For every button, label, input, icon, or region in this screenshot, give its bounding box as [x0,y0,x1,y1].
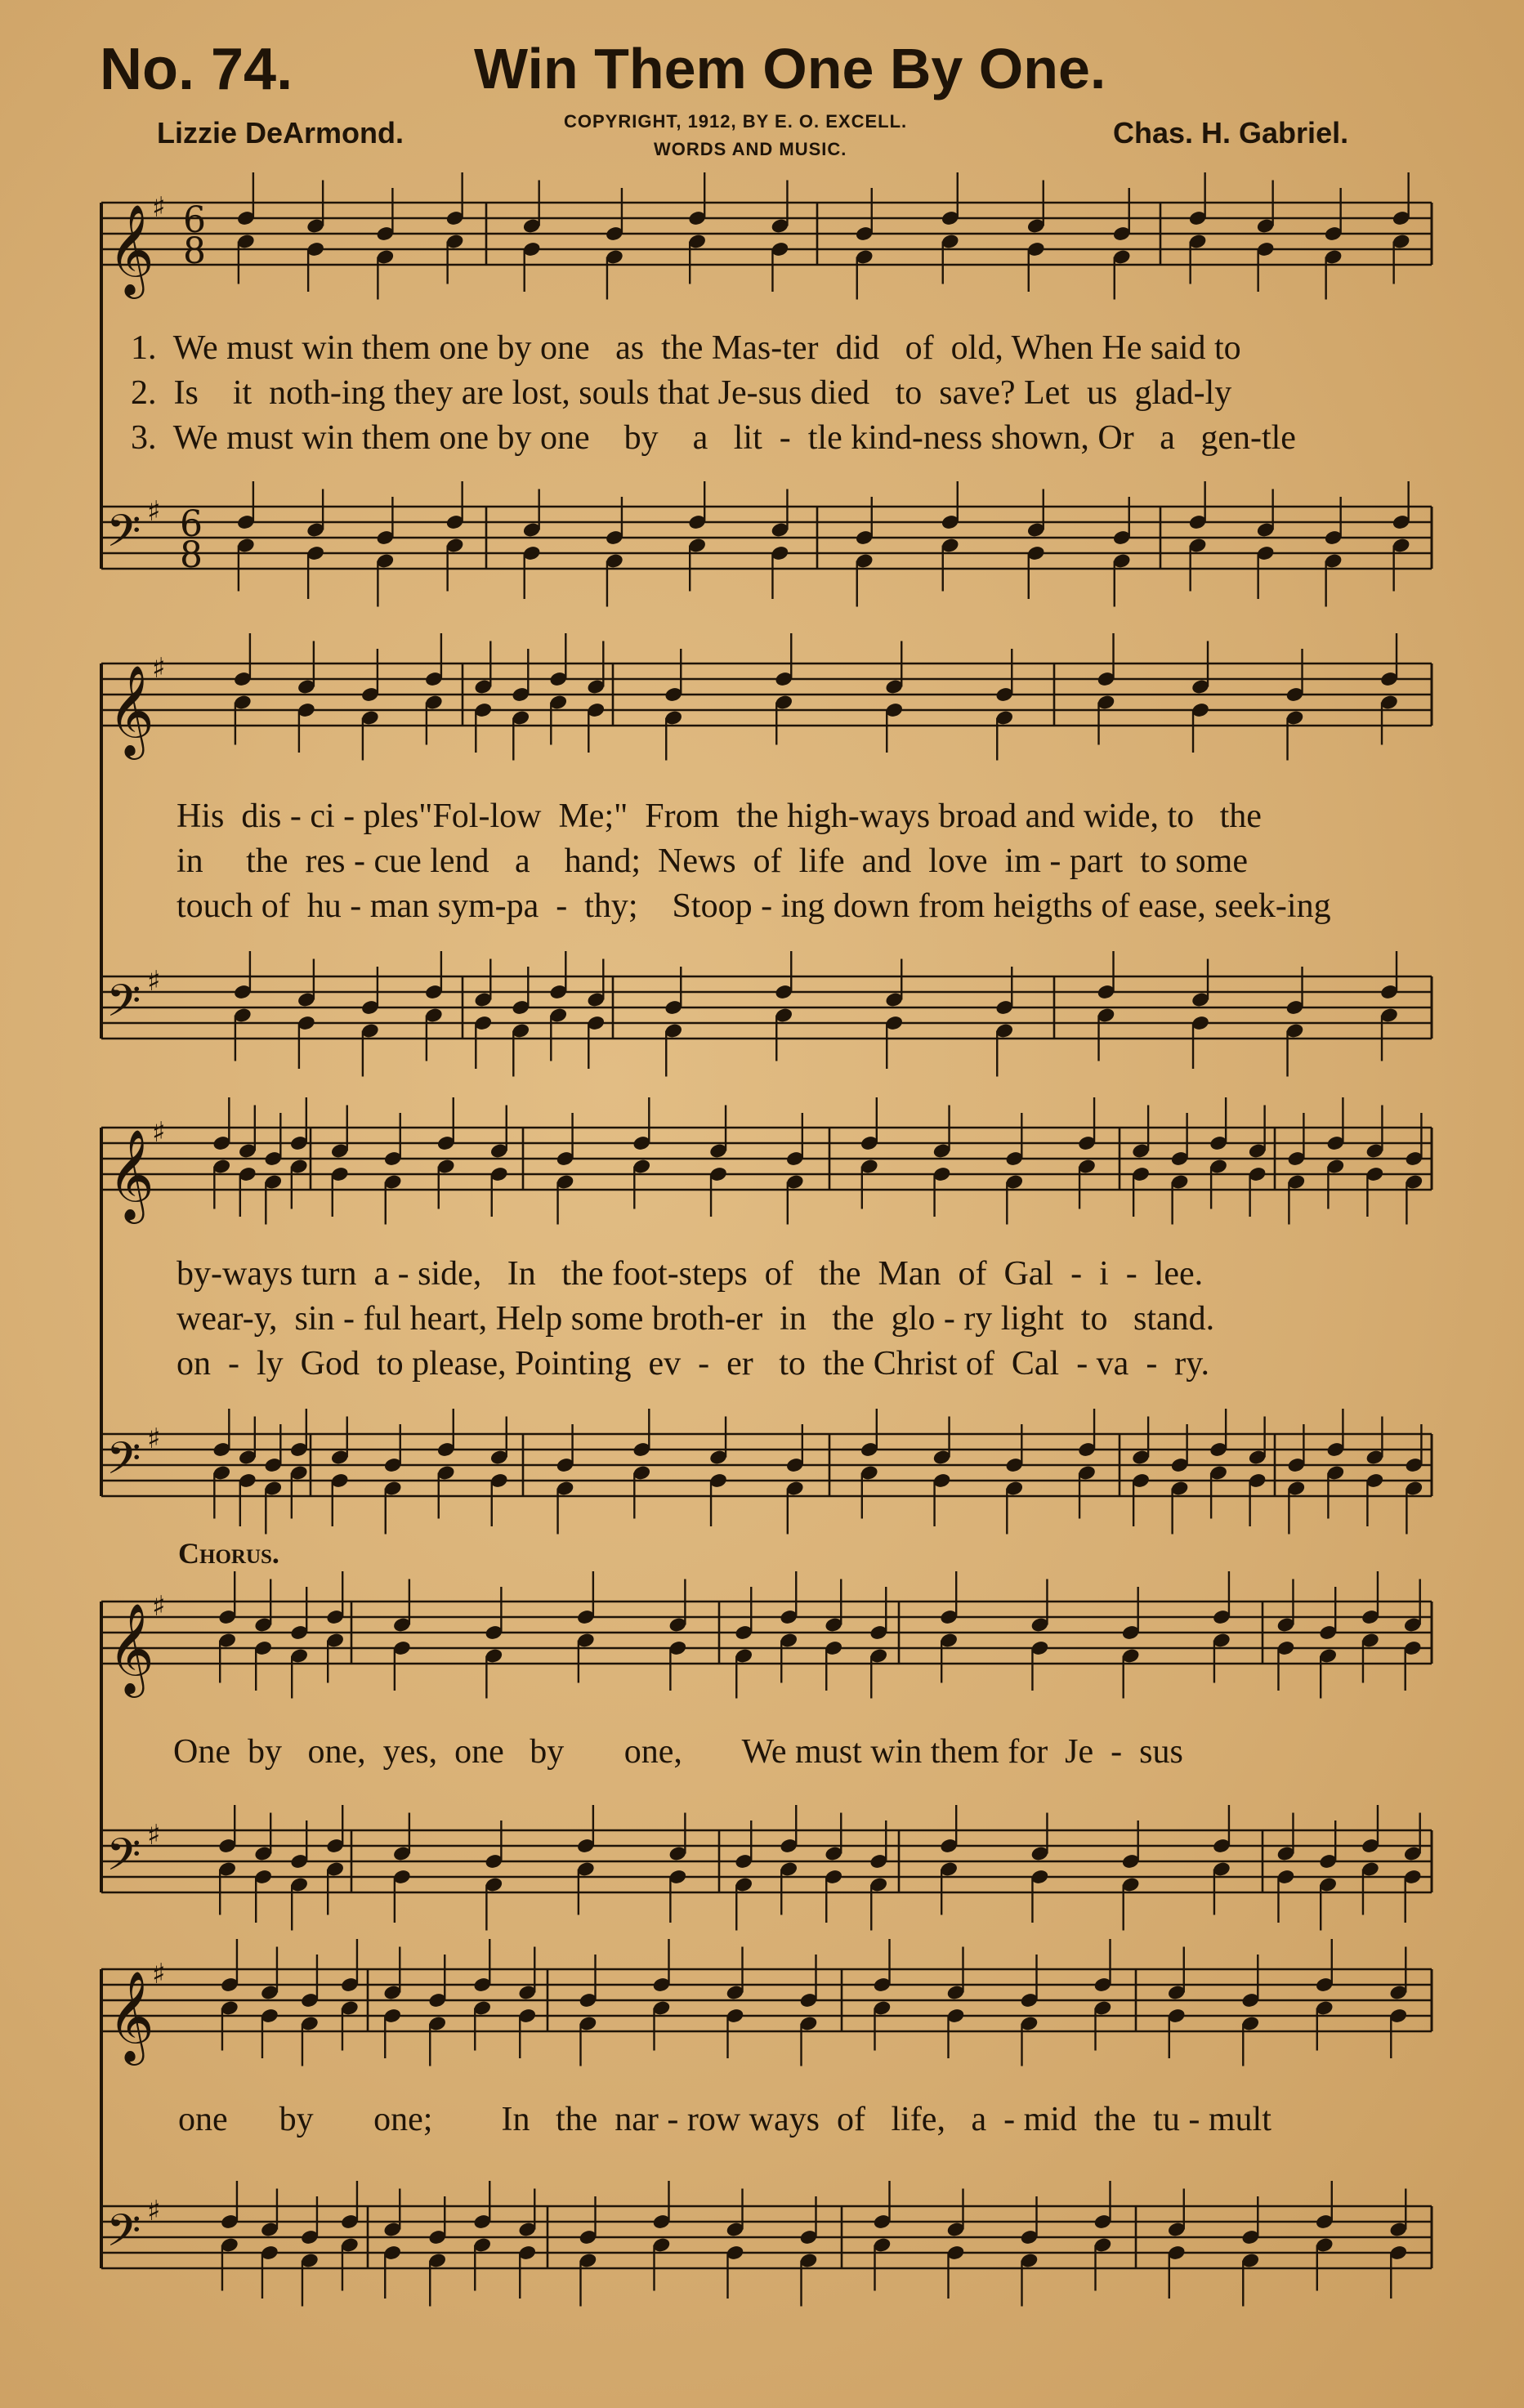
lyric-line: One by one, yes, one by one, We must win them for Je - sus [173,1733,1183,1771]
bass-clef-icon: 𝄢 [106,505,141,568]
time-signature-bottom: 8 [183,230,206,273]
lyric-line: 2. Is it noth-ing they are lost, souls that Je-sus died to save? Let us glad-ly [131,374,1232,412]
bass-clef-icon: 𝄢 [106,2205,141,2267]
key-signature-sharp-icon: ♯ [147,965,161,998]
chorus-label: Chorus. [178,1537,279,1570]
copyright-notice: COPYRIGHT, 1912, BY E. O. EXCELL. [564,111,908,132]
treble-clef-icon: 𝄞 [108,1970,154,2062]
time-signature-top: 6 [183,199,206,242]
rights-notice: WORDS AND MUSIC. [654,139,847,159]
lyric-line: 1. We must win them one by one as the Mas-ter did of old, When He said to [131,329,1241,367]
key-signature-sharp-icon: ♯ [147,495,161,529]
key-signature-sharp-icon: ♯ [147,2195,161,2228]
lyric-line: touch of hu - man sym-pa - thy; Stoop - ing down from heigths of ease, seek-ing [177,887,1331,925]
lyric-line: one by one; In the nar - row ways of life, a - mid the tu - mult [178,2101,1271,2138]
bass-clef-icon: 𝄢 [106,1829,141,1892]
composer: Chas. H. Gabriel. [1113,116,1349,150]
treble-clef-icon: 𝄞 [108,1128,154,1220]
key-signature-sharp-icon: ♯ [152,1958,166,1991]
key-signature-sharp-icon: ♯ [152,191,166,225]
hymn-title: Win Them One By One. [474,37,1106,101]
key-signature-sharp-icon: ♯ [152,1116,166,1150]
lyric-line: in the res - cue lend a hand; News of life and love im - part to some [177,842,1248,880]
key-signature-sharp-icon: ♯ [147,1819,161,1852]
key-signature-sharp-icon: ♯ [152,652,166,686]
key-signature-sharp-icon: ♯ [147,1423,161,1456]
time-signature-bottom: 8 [180,534,203,577]
hymn-number: No. 74. [100,37,293,102]
bass-clef-icon: 𝄢 [106,975,141,1038]
key-signature-sharp-icon: ♯ [152,1590,166,1624]
time-signature-top: 6 [180,503,203,546]
treble-clef-icon: 𝄞 [108,1602,154,1694]
lyricist: Lizzie DeArmond. [157,116,404,150]
treble-clef-icon: 𝄞 [108,664,154,756]
bass-clef-icon: 𝄢 [106,1432,141,1495]
treble-clef-icon: 𝄞 [108,203,154,295]
lyric-line: by-ways turn a - side, In the foot-steps of the Man of Gal - i - lee. [177,1255,1204,1293]
lyric-line: 3. We must win them one by one by a lit - tle kind-ness shown, Or a gen-tle [131,419,1296,457]
lyric-line: wear-y, sin - ful heart, Help some broth-er in the glo - ry light to stand. [177,1300,1215,1338]
lyric-line: His dis - ci - ples"Fol-low Me;" From the high-ways broad and wide, to the [177,797,1262,835]
lyric-line: on - ly God to please, Pointing ev - er to the Christ of Cal - va - ry. [177,1345,1210,1383]
